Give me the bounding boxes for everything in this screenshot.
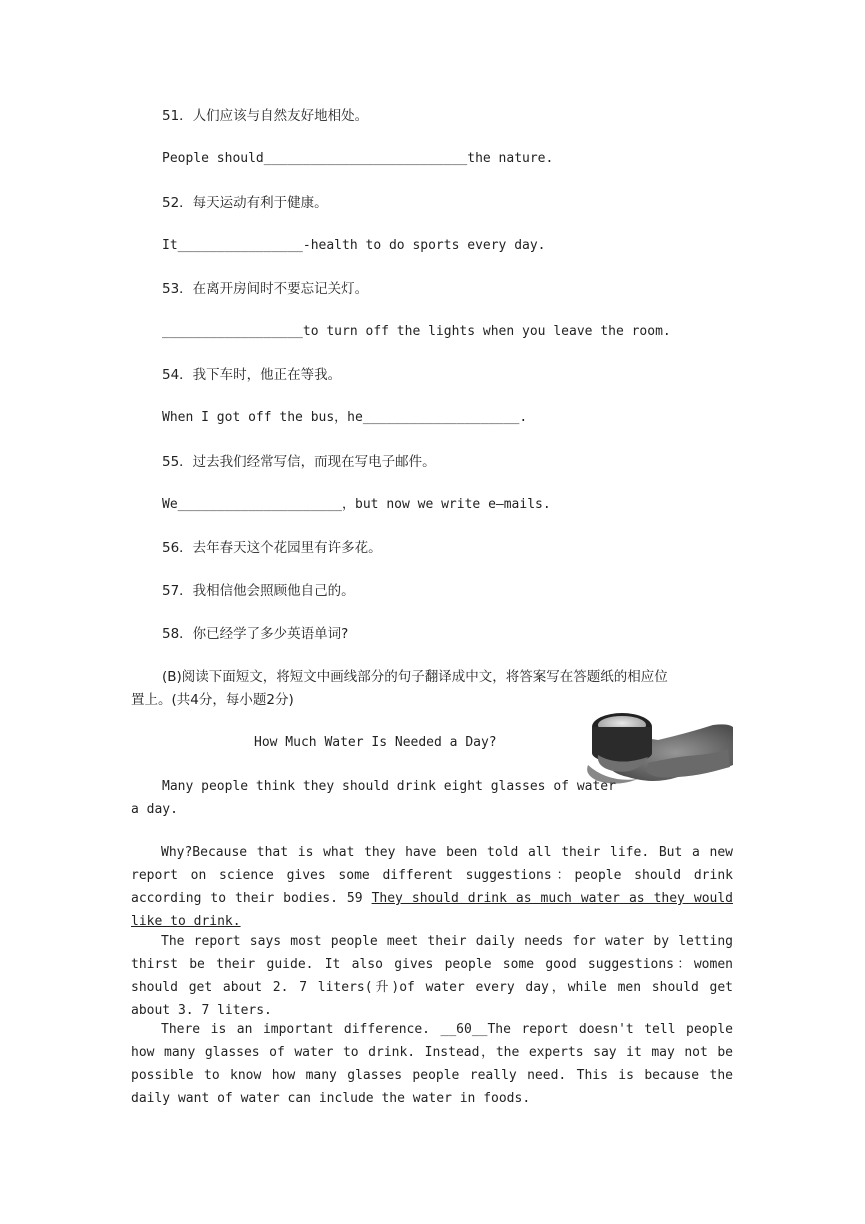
paragraph-2 [131,841,733,933]
section-b-instruction-line2: 置上。(共4分，每小题2分) [131,692,294,708]
item-55-chinese: 55．过去我们经常写信，而现在写电子邮件。 [162,454,436,470]
item-56-chinese: 56．去年春天这个花园里有许多花。 [162,540,382,556]
paragraph-4 [131,1018,733,1110]
paragraph-3: The report says most people meet their daily needs for water by letting thirst be their guide. It also gives people some good suggestions：women should get about 2. 7 liters(升)of water every day，while men should get about 3. 7 liters. [131,934,733,1018]
item-57-chinese: 57．我相信他会照顾他自己的。 [162,583,355,599]
item-52-chinese: 52．每天运动有利于健康。 [162,195,328,211]
passage-title: How Much Water Is Needed a Day? [254,735,497,750]
item-53-english: __________________to turn off the lights when you leave the room. [162,324,671,339]
item-54-chinese: 54．我下车时，他正在等我。 [162,367,342,383]
item-58-chinese: 58．你已经学了多少英语单词? [162,626,349,642]
item-55-english: We_____________________，but now we write e—mails. [162,497,551,512]
question-60-blank: __60__ [440,1022,488,1037]
item-54-english: When I got off the bus，he____________________. [162,410,528,425]
paragraph-4-text: The report doesn't tell people how many glasses of water to drink. Instead，the experts say it may not be possible to know how many glasses people really need. This is because the daily want of water can include the water in foods. [131,1022,733,1106]
cup-hands-illustration [578,705,733,787]
paragraph-1-line1: Many people think they should drink eight glasses of water [162,779,616,794]
item-52-english: It________________-health to do sports every day. [162,238,546,253]
item-51-english: People should__________________________the nature. [162,151,554,166]
paragraph-1-line2: a day. [131,802,178,817]
question-59-underlined-sentence: They should drink as much water as they would like to drink. [131,891,733,929]
paragraph-4-lead: There is an important difference. [161,1022,441,1037]
paragraph-2-text: Why?Because that is what they have been told all their life. But a new report on science gives some different suggestions：people should drink according to their bodies. 59 [131,845,733,906]
item-51-chinese: 51．人们应该与自然友好地相处。 [162,108,369,124]
item-53-chinese: 53．在离开房间时不要忘记关灯。 [162,281,369,297]
section-b-instruction-line1: (B)阅读下面短文，将短文中画线部分的句子翻译成中文，将答案写在答题纸的相应位 [162,669,668,685]
